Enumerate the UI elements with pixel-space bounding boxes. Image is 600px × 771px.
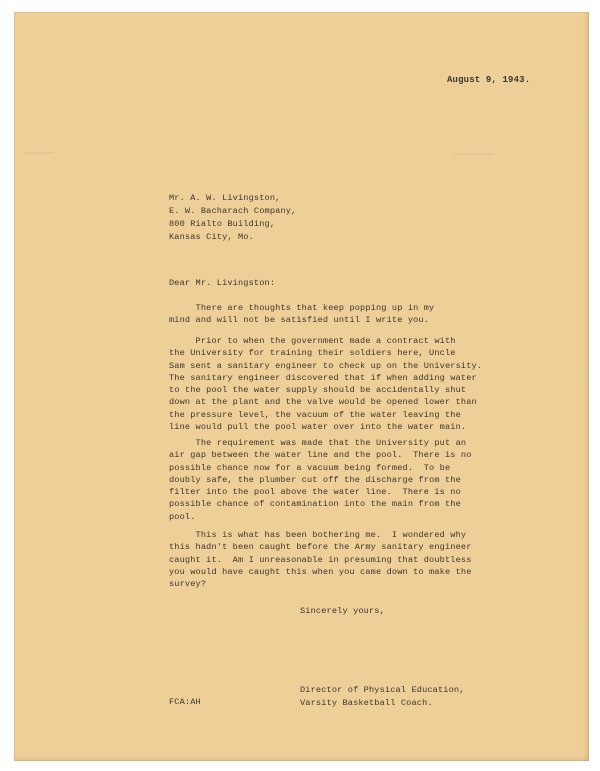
text-line: to the pool the water supply should be accidentally shut [169,385,467,396]
text-line: The sanitary engineer discovered that if when adding water [169,372,477,383]
salutation: Dear Mr. Livingston: [169,278,276,288]
signature-title-line: Varsity Basketball Coach. [300,698,433,708]
text-line: The requirement was made that the University put an [169,438,467,448]
text-line: the pressure level, the vacuum of the water leaving the [169,409,461,420]
text-line: pool. [169,511,196,522]
paragraph-2 [169,335,529,433]
letter-page [14,12,589,761]
paragraph-3 [169,437,529,523]
text-line: possible chance of contamination into the main from the [169,499,461,510]
paragraph-4 [169,529,529,590]
address-line: E. W. Bacharach Company, [169,206,297,216]
text-line: Sam sent a sanitary engineer to check up on the University. [169,360,483,371]
paper-edge-shadow [14,756,589,761]
text-line: the University for training their soldiers here, Uncle [169,348,456,359]
address-line: Kansas City, Mo. [169,232,254,242]
bleed-through-mark [454,153,494,155]
text-line: This is what has been bothering me. I wondered why [169,530,467,540]
letter-date: August 9, 1943. [447,75,531,85]
text-line: line would pull the pool water over into the water main. [169,422,467,433]
signature-title-line: Director of Physical Education, [300,685,465,695]
text-line: filter into the pool above the water line. There is no [169,487,461,498]
typist-initials: FCA:AH [169,697,201,707]
text-line: Prior to when the government made a contract with [169,336,456,346]
text-line: this hadn't been caught before the Army sanitary engineer [169,542,472,553]
text-line: down at the plant and the valve would be opened lower than [169,397,477,408]
text-line: survey? [169,579,207,590]
paper-edge-shadow [583,12,589,761]
address-line: Mr. A. W. Livingston, [169,193,281,203]
text-line: caught it. Am I unreasonable in presuming that doubtless [169,554,472,565]
bleed-through-mark [24,152,54,154]
text-line: you would have caught this when you came down to make the [169,566,472,577]
signature-block [300,684,465,710]
address-line: 800 Rialto Building, [169,219,276,229]
text-line: There are thoughts that keep popping up in my [169,303,435,313]
recipient-address [169,192,296,244]
text-line: possible chance now for a vacuum being formed. To be [169,462,451,473]
text-line: doubly safe, the plumber cut off the discharge from the [169,474,461,485]
text-line: mind and will not be satisfied until I write you. [169,315,430,326]
closing: Sincerely yours, [300,606,385,616]
text-line: air gap between the water line and the pool. There is no [169,450,472,461]
paragraph-1 [169,302,529,327]
